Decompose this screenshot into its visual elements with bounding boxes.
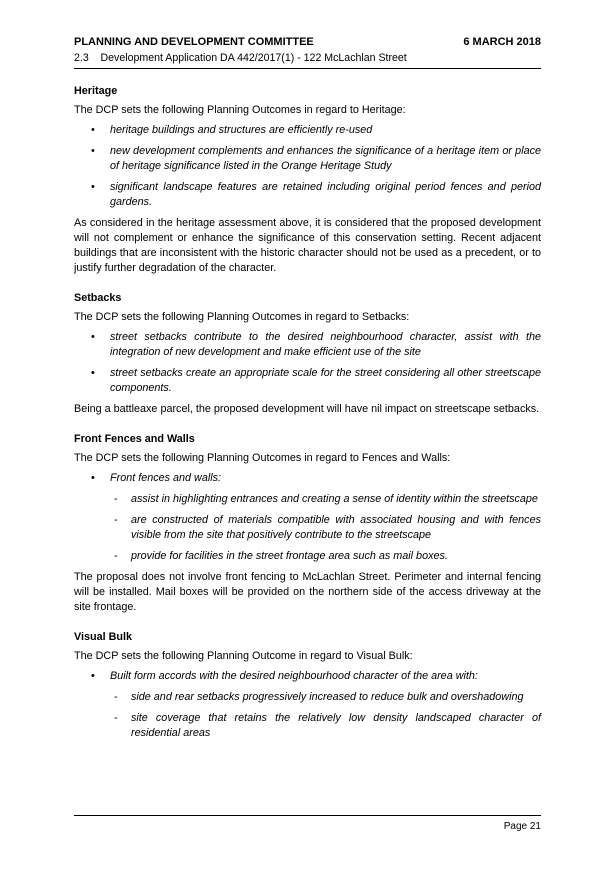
fences-bullet-label: Front fences and walls: <box>110 472 222 484</box>
heritage-assessment: As considered in the heritage assessment above, it is considered that the proposed development will not complement or enhance the significance of this conservation setting. Recent adjacent buildings that are inconsistent with the historic character should not be used as a precedent, or to justify further degradation of the character. <box>74 217 541 274</box>
fences-sub-list <box>110 492 541 564</box>
item-title: 2.3 Development Application DA 442/2017(1) - 122 McLachlan Street <box>74 52 407 64</box>
heritage-heading: Heritage <box>74 85 118 97</box>
committee-title: PLANNING AND DEVELOPMENT COMMITTEE <box>74 36 314 48</box>
visual-bulk-outcomes-list <box>74 669 541 741</box>
fences-outcomes-list <box>74 471 541 564</box>
setbacks-outcomes-list <box>74 330 541 396</box>
header-divider <box>74 68 541 69</box>
footer-divider <box>74 815 541 816</box>
list-item: • heritage buildings and structures are efficiently re-used <box>74 123 541 138</box>
list-item: • significant landscape features are retained including original period fences and period gardens. <box>74 180 541 210</box>
document-page <box>74 36 541 747</box>
fences-intro: The DCP sets the following Planning Outcomes in regard to Fences and Walls: <box>74 452 451 464</box>
page-header <box>74 36 541 49</box>
setbacks-heading: Setbacks <box>74 292 122 304</box>
visual-bulk-sub-list <box>110 690 541 741</box>
setbacks-intro: The DCP sets the following Planning Outcomes in regard to Setbacks: <box>74 311 410 323</box>
list-item: • street setbacks contribute to the desired neighbourhood character, assist with the integration of new development and make efficient use of the site <box>74 330 541 360</box>
sub-list-item: - provide for facilities in the street frontage area such as mail boxes. <box>110 549 541 564</box>
list-item <box>74 471 541 564</box>
heritage-intro: The DCP sets the following Planning Outcomes in regard to Heritage: <box>74 104 406 116</box>
list-item: • street setbacks create an appropriate scale for the street considering all other streetscape components. <box>74 366 541 396</box>
list-item <box>74 669 541 741</box>
visual-bulk-heading: Visual Bulk <box>74 631 133 643</box>
heritage-outcomes-list <box>74 123 541 210</box>
sub-list-item: - are constructed of materials compatible with associated housing and with fences visible from the site that positively contribute to the streetscape <box>110 513 541 543</box>
setbacks-assessment: Being a battleaxe parcel, the proposed development will have nil impact on streetscape setbacks. <box>74 403 540 415</box>
sub-list-item: - site coverage that retains the relatively low density landscaped character of residential areas <box>110 711 541 741</box>
sub-list-item: - side and rear setbacks progressively increased to reduce bulk and overshadowing <box>110 690 541 705</box>
meeting-date: 6 MARCH 2018 <box>463 36 541 48</box>
page-footer <box>74 815 541 833</box>
visual-bulk-bullet-label: Built form accords with the desired neighbourhood character of the area with: <box>110 670 478 682</box>
sub-list-item: - assist in highlighting entrances and creating a sense of identity within the streetscape <box>110 492 541 507</box>
page-number: Page 21 <box>503 821 541 832</box>
list-item: • new development complements and enhances the significance of a heritage item or place of heritage significance listed in the Orange Heritage Study <box>74 144 541 174</box>
fences-assessment: The proposal does not involve front fencing to McLachlan Street. Perimeter and internal fencing will be installed. Mail boxes will be provided on the northern side of the access driveway at the site frontage. <box>74 571 541 613</box>
fences-heading: Front Fences and Walls <box>74 433 195 445</box>
visual-bulk-intro: The DCP sets the following Planning Outcome in regard to Visual Bulk: <box>74 650 413 662</box>
